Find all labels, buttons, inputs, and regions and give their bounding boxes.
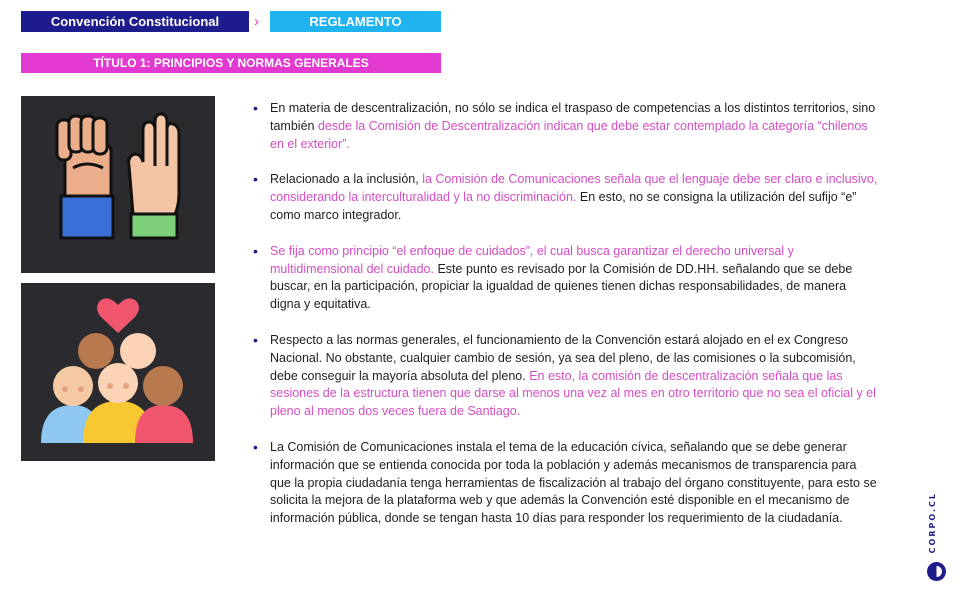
list-item: • Relacionado a la inclusión, la Comisión de Comunicaciones señala que el lenguaje debe ser claro e inclusivo, considerando la interculturalidad y la no discriminación. En esto, no se consigna la utilización del sufijo “e” como marco integrador. — [250, 171, 880, 224]
list-item: • En materia de descentralización, no sólo se indica el traspaso de competencias a los distintos territorios, sino también desde la Comisión de Descentralización indican que debe estar contemplado la categoría “chilenos en el exterior”. — [250, 100, 880, 153]
list-item: • Respecto a las normas generales, el funcionamiento de la Convención estará alojado en el ex Congreso Nacional. No obstante, cualquier cambio de sesión, ya sea del pleno, de las comisiones o la subcomisión, debe conseguir la mayoría absoluta del pleno. En esto, la comisión de descentralización señala que las sesiones de la estructura tienen que darse al menos una vez al mes en otro territorio que no sea el oficial y el pleno al menos dos veces fuera de Santiago. — [250, 332, 880, 421]
brand-logo-icon — [927, 562, 946, 581]
list-item: • La Comisión de Comunicaciones instala el tema de la educación cívica, señalando que se debe generar información que se entienda conocida por toda la población y además mecanismos de transparencia para que la propia ciudadanía tenga herramientas de fiscalización al trabajo del órgano constituyente, para esto se solicita la mejora de la plataforma web y que además la Convención esté disponible en el mecanismo de información pública, donde se tengan hasta 10 días para responder los requerimiento de la ciudadanía. — [250, 439, 880, 528]
breadcrumb-separator-icon: › — [254, 13, 259, 30]
breadcrumb-current[interactable]: REGLAMENTO — [270, 11, 441, 32]
raised-fist-and-hand-icon — [21, 96, 215, 273]
list-item: • Se fija como principio “el enfoque de cuidados”, el cual busca garantizar el derecho universal y multidimensional del cuidado. Este punto es revisado por la Comisión de DD.HH. señalando que se debe buscar, en la participación, propiciar la igualdad de quienes tienen dichas responsabilidades, de manera digna y equitativa. — [250, 243, 880, 314]
diverse-people-heart-icon — [21, 283, 215, 461]
section-title: TÍTULO 1: PRINCIPIOS Y NORMAS GENERALES — [21, 53, 441, 73]
brand-wordmark: CORPO.CL — [928, 492, 937, 554]
breadcrumb-parent[interactable]: Convención Constitucional — [21, 11, 249, 32]
bullet-list — [250, 100, 880, 546]
